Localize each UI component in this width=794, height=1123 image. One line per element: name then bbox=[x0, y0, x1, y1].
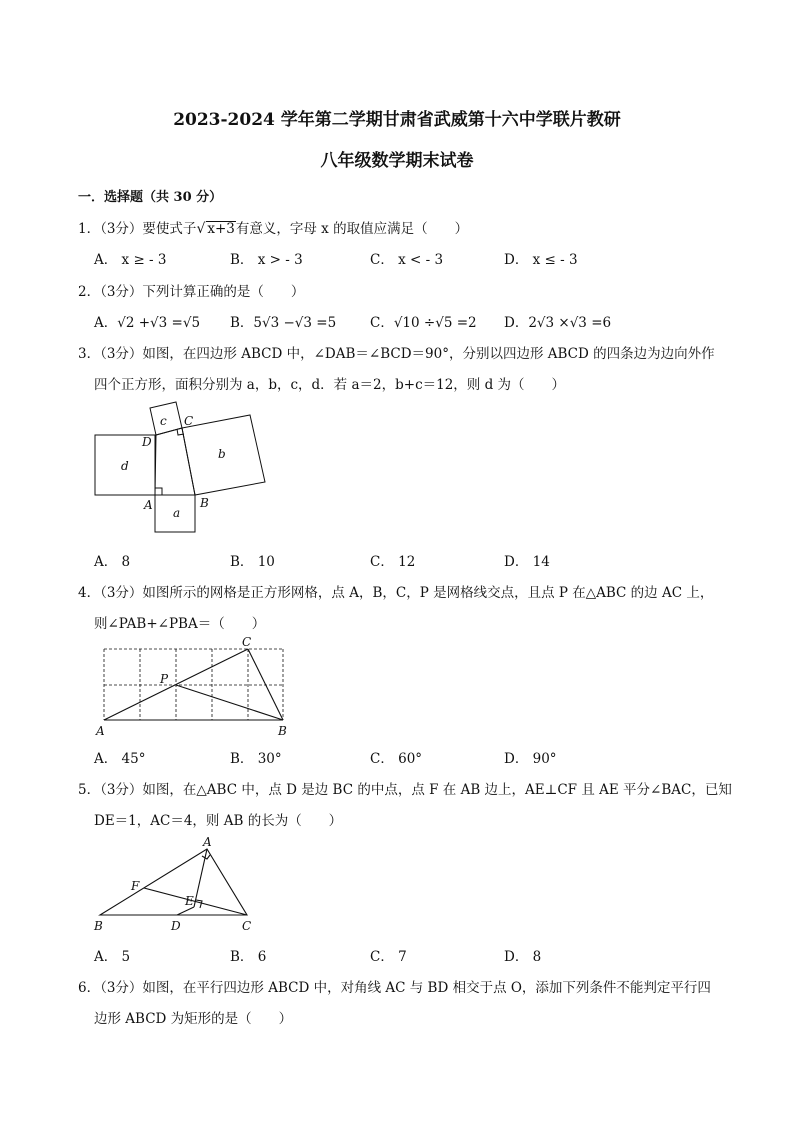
q1-rest: 有意义，字母 x 的取值应满足（ ） bbox=[235, 221, 469, 237]
q1-option-c[interactable]: C． x < - 3 bbox=[370, 252, 444, 268]
q5-option-d[interactable]: D． 8 bbox=[504, 949, 542, 965]
q2-option-b[interactable]: B．5√3 −√3 =5 bbox=[230, 315, 337, 331]
question-4-line2: 则∠PAB+∠PBA＝（ ） bbox=[94, 616, 266, 632]
label-point-f: F bbox=[131, 879, 140, 893]
question-6-line1: 6．（3分）如图，在平行四边形 ABCD 中，对角线 AC 与 BD 相交于点 O，添加下列条件不能判定平行四 bbox=[78, 980, 711, 996]
label-point-c: C bbox=[242, 919, 252, 933]
label-b-area: b bbox=[218, 447, 226, 461]
question-5-line2: DE＝1，AC＝4，则 AB 的长为（ ） bbox=[94, 813, 343, 829]
radical-sign-icon: √ bbox=[196, 221, 206, 237]
section-heading: 一．选择题（共 30 分） bbox=[78, 190, 223, 205]
q4-option-a[interactable]: A． 45° bbox=[94, 751, 146, 767]
q5-figure-triangle bbox=[90, 835, 260, 935]
label-point-a: A bbox=[144, 498, 153, 512]
q5-option-b[interactable]: B． 6 bbox=[230, 949, 267, 965]
q1-option-d[interactable]: D． x ≤ - 3 bbox=[504, 252, 578, 268]
label-point-d: D bbox=[171, 919, 181, 933]
q3-option-d[interactable]: D． 14 bbox=[504, 554, 550, 570]
right-angle-a bbox=[155, 488, 162, 495]
q3-option-c[interactable]: C． 12 bbox=[370, 554, 416, 570]
question-4-line1: 4．（3分）如图所示的网格是正方形网格，点 A，B，C，P 是网格线交点，且点 P 在△ABC 的边 AC 上， bbox=[78, 585, 714, 601]
question-1-stem bbox=[78, 217, 468, 237]
triangle-abc bbox=[100, 849, 247, 915]
q4-option-b[interactable]: B． 30° bbox=[230, 751, 282, 767]
question-6-line2: 边形 ABCD 为矩形的是（ ） bbox=[94, 1011, 293, 1027]
right-angle-e bbox=[196, 900, 202, 908]
q4-figure-grid bbox=[94, 636, 294, 741]
q1-number: 1．（3分）要使式子 bbox=[78, 221, 197, 237]
question-3-line1: 3．（3分）如图，在四边形 ABCD 中，∠DAB＝∠BCD＝90°，分别以四边形 ABCD 的四条边为边向外作 bbox=[78, 346, 715, 362]
q4-option-c[interactable]: C． 60° bbox=[370, 751, 423, 767]
label-d-area: d bbox=[121, 459, 129, 473]
q5-option-c[interactable]: C． 7 bbox=[370, 949, 407, 965]
label-point-a: A bbox=[96, 724, 105, 738]
label-point-c: C bbox=[242, 636, 252, 649]
q2-option-a[interactable]: A．√2 +√3 =√5 bbox=[94, 315, 201, 331]
label-a-area: a bbox=[173, 506, 181, 520]
label-point-c: C bbox=[184, 414, 194, 428]
q2-option-c[interactable]: C．√10 ÷√5 =2 bbox=[370, 315, 477, 331]
q1-radicand: x+3 bbox=[207, 221, 235, 237]
page-subtitle: 八年级数学期末试卷 bbox=[320, 151, 474, 171]
q3-figure-squares bbox=[90, 398, 275, 538]
label-point-b: B bbox=[278, 724, 287, 738]
label-point-a: A bbox=[203, 835, 212, 849]
question-2-stem: 2．（3分）下列计算正确的是（ ） bbox=[78, 284, 305, 300]
label-point-p: P bbox=[160, 672, 169, 686]
q3-option-a[interactable]: A． 8 bbox=[94, 554, 131, 570]
q5-option-a[interactable]: A． 5 bbox=[94, 949, 131, 965]
label-point-d: D bbox=[142, 435, 152, 449]
q3-option-b[interactable]: B． 10 bbox=[230, 554, 275, 570]
q1-option-b[interactable]: B． x > - 3 bbox=[230, 252, 303, 268]
question-3-line2: 四个正方形，面积分别为 a，b，c，d．若 a＝2，b+c＝12，则 d 为（ ） bbox=[94, 377, 566, 393]
q1-option-a[interactable]: A． x ≥ - 3 bbox=[94, 252, 167, 268]
q2-option-d[interactable]: D．2√3 ×√3 =6 bbox=[504, 315, 612, 331]
label-c-area: c bbox=[160, 414, 167, 428]
q4-option-d[interactable]: D． 90° bbox=[504, 751, 557, 767]
label-point-b: B bbox=[200, 496, 209, 510]
label-point-e: E bbox=[185, 894, 194, 908]
page-title: 2023-2024 学年第二学期甘肃省武威第十六中学联片教研 bbox=[173, 110, 621, 130]
label-point-b: B bbox=[94, 919, 103, 933]
question-5-line1: 5．（3分）如图，在△ABC 中，点 D 是边 BC 的中点，点 F 在 AB 边上，AE⊥CF 且 AE 平分∠BAC，已知 bbox=[78, 782, 732, 798]
